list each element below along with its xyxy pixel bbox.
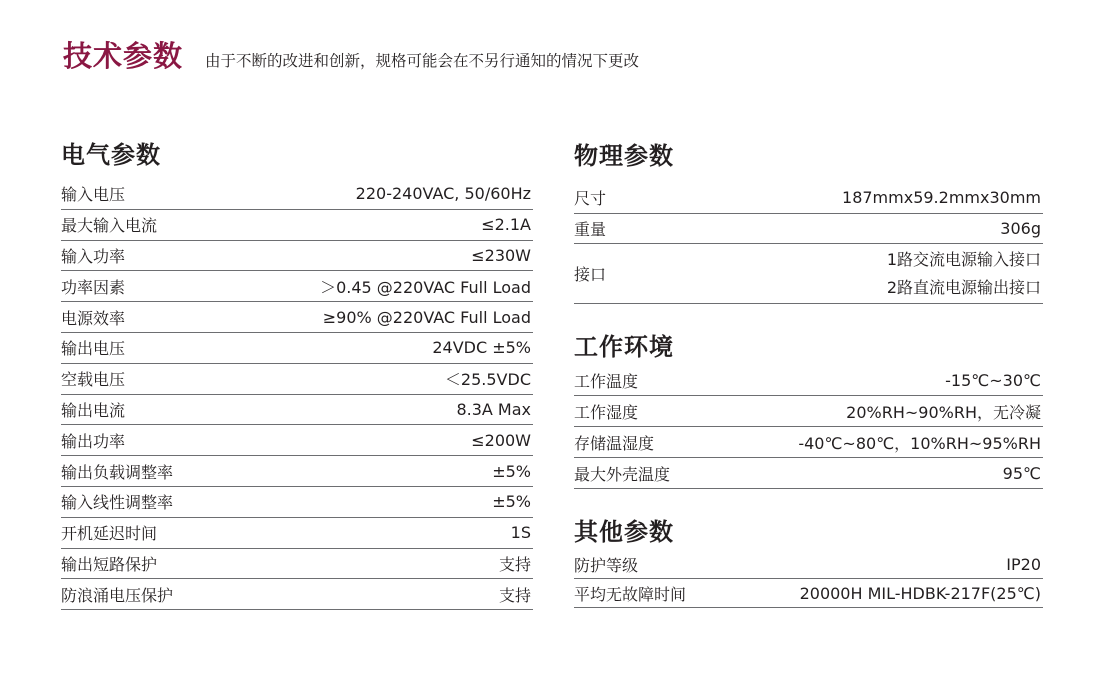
spec-value: IP20 [1006,554,1041,574]
section-title-other: 其他参数 [574,518,674,546]
spec-label: 接口 [574,265,607,284]
spec-label: 输出负载调整率 [61,462,174,482]
spec-value: ≤230W [471,245,531,265]
spec-value: ≤2.1A [481,215,531,235]
section-title-physical: 物理参数 [574,142,674,170]
spec-row [61,271,533,302]
spec-value: -15℃~30℃ [945,370,1041,390]
spec-value: ＜25.5VDC [444,370,531,390]
spec-row [574,244,1043,304]
spec-row [61,302,533,333]
spec-row [574,550,1043,579]
spec-row [574,214,1043,245]
spec-row [574,427,1043,458]
spec-value: ＞0.45 @220VAC Full Load [320,277,531,297]
electrical-spec-table [61,179,533,610]
spec-label: 电源效率 [61,308,126,328]
spec-row [574,365,1043,396]
spec-value: 24VDC ±5% [432,338,531,358]
spec-row [61,210,533,241]
spec-value: 220-240VAC, 50/60Hz [355,184,531,204]
section-title-environment: 工作环境 [574,333,674,361]
spec-value: ≤200W [471,430,531,450]
spec-value: 95℃ [1002,463,1041,483]
spec-value: 306g [1000,218,1041,238]
spec-value: 187mmx59.2mmx30mm [842,188,1041,208]
spec-label: 输出电流 [61,400,126,420]
spec-row [61,364,533,395]
spec-row [574,183,1043,214]
spec-value: 20%RH~90%RH，无冷凝 [846,402,1041,422]
spec-label: 输入功率 [61,246,126,266]
disclaimer-note: 由于不断的改进和创新，规格可能会在不另行通知的情况下更改 [205,52,640,70]
spec-row [61,179,533,210]
spec-row [61,456,533,487]
spec-row [61,579,533,610]
spec-value: ±5% [492,492,531,512]
spec-row [61,395,533,426]
spec-row [574,458,1043,489]
spec-label: 存储温湿度 [574,433,655,453]
spec-label: 最大外壳温度 [574,464,671,484]
spec-label: 平均无故障时间 [574,584,687,604]
physical-spec-table [574,183,1043,304]
spec-label: 工作湿度 [574,402,639,422]
spec-label: 防浪涌电压保护 [61,585,174,605]
spec-label: 尺寸 [574,189,607,209]
environment-spec-table [574,365,1043,489]
spec-value: 8.3A Max [456,399,531,419]
spec-label: 开机延迟时间 [61,524,158,544]
spec-label: 输出短路保护 [61,554,158,574]
spec-value: 1S [510,523,531,543]
spec-value: -40℃~80℃，10%RH~95%RH [798,433,1041,453]
spec-label: 功率因素 [61,277,126,297]
spec-label: 空载电压 [61,370,126,390]
spec-label: 工作温度 [574,371,639,391]
spec-row [61,518,533,549]
spec-label: 重量 [574,219,607,239]
spec-label: 输入电压 [61,185,126,205]
other-spec-table [574,550,1043,608]
spec-value: ±5% [492,461,531,481]
spec-label: 输入线性调整率 [61,493,174,513]
section-title-electrical: 电气参数 [61,141,161,169]
spec-value: 20000H MIL-HDBK-217F(25℃) [799,583,1041,603]
spec-label: 防护等级 [574,555,639,575]
spec-value-line: 1路交流电源输入接口 [886,249,1041,269]
spec-row [61,487,533,518]
spec-label: 输出功率 [61,431,126,451]
spec-row [61,425,533,456]
spec-value-line: 2路直流电源输出接口 [886,277,1041,297]
spec-label: 输出电压 [61,339,126,359]
spec-row [61,333,533,364]
spec-row [574,396,1043,427]
spec-value [887,246,1041,302]
page-title: 技术参数 [63,39,184,73]
spec-value: 支持 [498,585,531,605]
page-header [63,34,639,75]
spec-row [61,241,533,272]
spec-value: ≥90% @220VAC Full Load [322,307,531,327]
spec-row [61,549,533,580]
spec-value: 支持 [498,554,531,574]
spec-row [574,579,1043,608]
spec-label: 最大输入电流 [61,216,158,236]
